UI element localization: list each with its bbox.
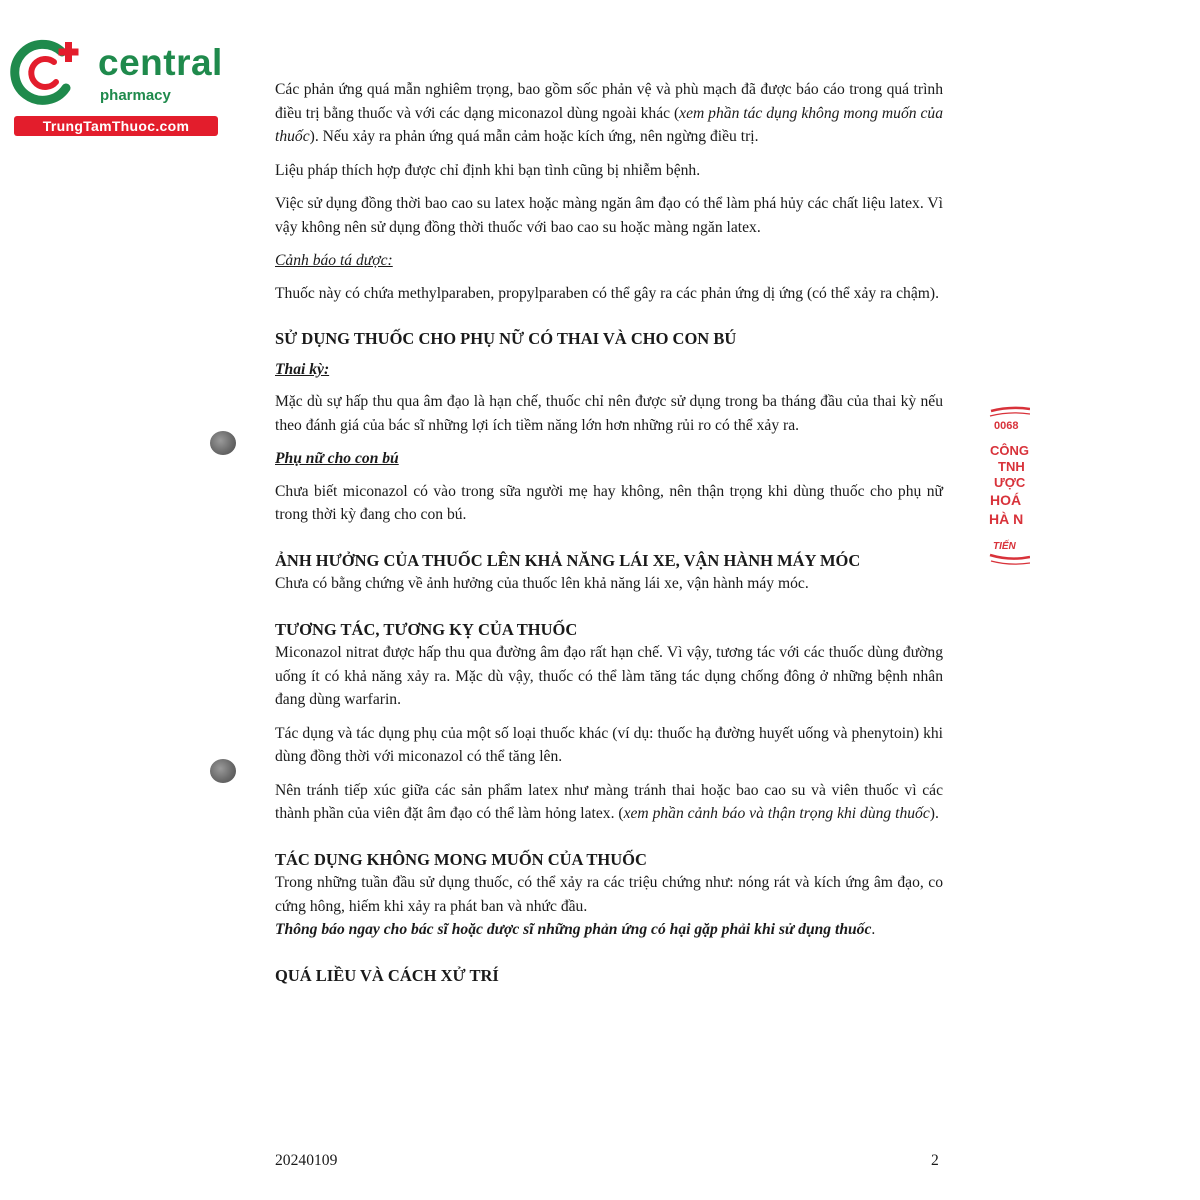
subheading-excipient-warning: Cảnh báo tá dược:	[275, 252, 393, 269]
heading-pregnancy-lactation: SỬ DỤNG THUỐC CHO PHỤ NỮ CÓ THAI VÀ CHO CON BÚ	[275, 329, 737, 348]
paragraph-interactions-1: Miconazol nitrat được hấp thu qua đường âm đạo rất hạn chế. Vì vậy, tương tác với các thuốc dùng đường uống ít có khả năng xảy ra. Mặc dù vậy, thuốc có thể làm tăng tác dụng chống đông ở những bệnh nhân đang dùng warfarin.	[275, 644, 943, 708]
notice-report-adverse: Thông báo ngay cho bác sĩ hoặc dược sĩ những phản ứng có hại gặp phải khi sử dụng thuốc.	[275, 921, 876, 938]
stamp-line-7: TIẾN	[993, 541, 1016, 552]
stamp-line-5: HOÁ	[990, 492, 1022, 508]
paragraph-pregnancy: Mặc dù sự hấp thu qua âm đạo là hạn chế, thuốc chỉ nên được sử dụng trong ba tháng đầu của thai kỳ nếu theo đánh giá của bác sĩ những lợi ích tiềm năng lớn hơn những rủi ro có thể xảy ra.	[275, 393, 943, 434]
paragraph-interactions-3: Nên tránh tiếp xúc giữa các sản phẩm latex như màng tránh thai hoặc bao cao su và viên thuốc vì các thành phần của viên đặt âm đạo có thể làm hỏng latex. (xem phần cảnh báo và thận trọng khi dùng thuốc).	[275, 781, 943, 822]
punch-hole-top	[210, 431, 236, 455]
logo-c-cross-icon	[10, 38, 84, 108]
logo-subbrand-text: pharmacy	[100, 87, 171, 104]
subheading-lactation: Phụ nữ cho con bú	[275, 450, 399, 467]
paragraph-partner-treatment: Liệu pháp thích hợp được chỉ định khi bạn tình cũng bị nhiễm bệnh.	[275, 161, 701, 179]
punch-hole-bottom	[210, 759, 236, 783]
stamp-line-6: HÀ N	[989, 511, 1024, 527]
paragraph-lactation: Chưa biết miconazol có vào trong sữa người mẹ hay không, nên thận trọng khi dùng thuốc cho phụ nữ trong thời kỳ đang cho con bú.	[275, 482, 943, 523]
logo-site-banner: TrungTamThuoc.com	[14, 116, 218, 136]
paragraph-interactions-2: Tác dụng và tác dụng phụ của một số loại thuốc khác (ví dụ: thuốc hạ đường huyết uống và phenytoin) khi dùng đồng thời với miconazol có thể tăng lên.	[275, 724, 943, 765]
stamp-line-3: TNH	[998, 459, 1025, 474]
cross-reference: xem phần cảnh báo và thận trọng khi dùng thuốc	[623, 805, 930, 822]
paragraph-excipient: Thuốc này có chứa methylparaben, propylparaben có thể gây ra các phản ứng dị ứng (có thể xảy ra chậm).	[275, 284, 939, 302]
document-code: 20240109	[275, 1152, 338, 1169]
document-body	[275, 78, 943, 987]
heading-overdose: QUÁ LIỀU VÀ CÁCH XỬ TRÍ	[275, 965, 499, 985]
logo-brand-text: central	[98, 42, 223, 83]
heading-interactions: TƯƠNG TÁC, TƯƠNG KỴ CỦA THUỐC	[275, 619, 578, 639]
stamp-line-2: CÔNG	[990, 443, 1029, 458]
stamp-line-4: ƯỢC	[994, 475, 1026, 490]
cross-reference: xem phần tác dụng không mong muốn của thuốc	[275, 104, 943, 145]
page-number: 2	[931, 1152, 939, 1169]
paragraph-latex-warning: Việc sử dụng đồng thời bao cao su latex hoặc màng ngăn âm đạo có thể làm phá hủy các chất liệu latex. Vì vậy không nên sử dụng đồng thời thuốc với bao cao su hoặc màng ngăn latex.	[275, 195, 943, 236]
stamp-line-1: 0068	[994, 420, 1019, 432]
heading-adverse-effects: TÁC DỤNG KHÔNG MONG MUỐN CỦA THUỐC	[275, 849, 647, 869]
paragraph-hypersensitivity: Các phản ứng quá mẫn nghiêm trọng, bao gồm sốc phản vệ và phù mạch đã được báo cáo trong quá trình điều trị bằng thuốc và với các dạng miconazol dùng ngoài khác (xem phần tác dụng không mong muốn của thuốc). Nếu xảy ra phản ứng quá mẫn cảm hoặc kích ứng, nên ngừng điều trị.	[275, 81, 943, 145]
paragraph-adverse-effects: Trong những tuần đầu sử dụng thuốc, có thể xảy ra các triệu chứng như: nóng rát và kích ứng âm đạo, co cứng hông, hiếm khi xảy ra phát ban và nhức đầu.	[275, 874, 943, 915]
heading-driving: ẢNH HƯỞNG CỦA THUỐC LÊN KHẢ NĂNG LÁI XE, VẬN HÀNH MÁY MÓC	[275, 550, 861, 570]
company-stamp	[985, 405, 1030, 567]
subheading-pregnancy: Thai kỳ:	[275, 360, 330, 378]
paragraph-driving: Chưa có bằng chứng về ảnh hưởng của thuốc lên khả năng lái xe, vận hành máy móc.	[275, 575, 809, 592]
central-pharmacy-logo	[10, 38, 223, 138]
